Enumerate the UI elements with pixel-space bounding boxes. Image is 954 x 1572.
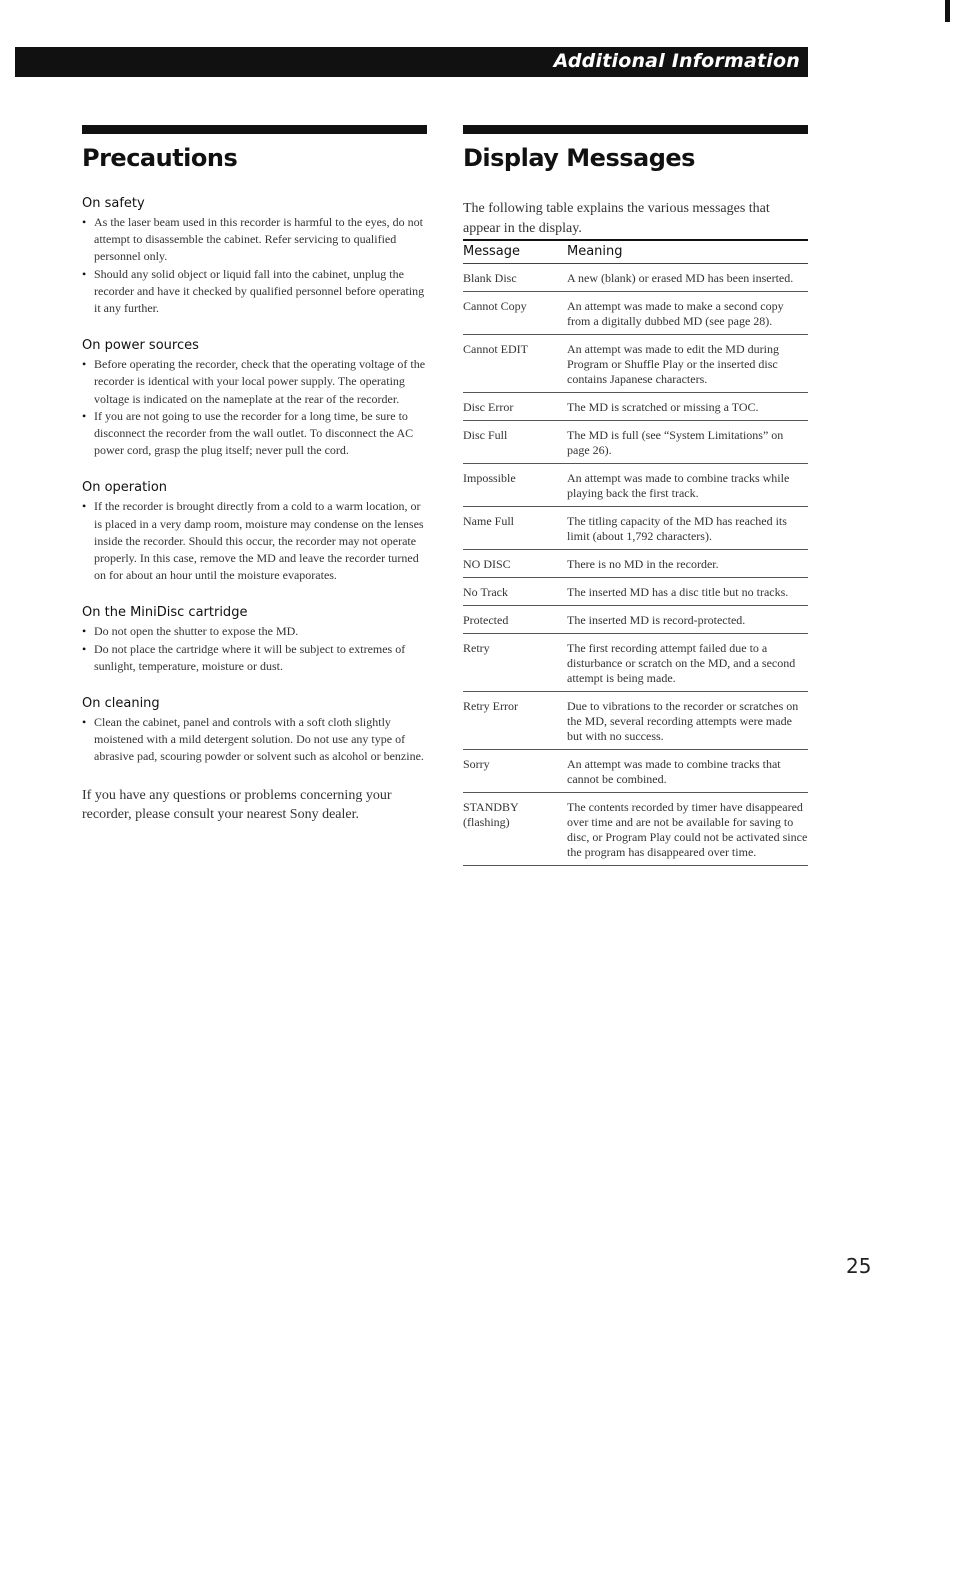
message-cell: Protected — [463, 606, 567, 634]
bullet-item: • Do not place the cartridge where it will be subject to extremes of sunlight, temperature, moisture or dust. — [82, 641, 427, 675]
message-cell: Blank Disc — [463, 264, 567, 292]
table-row — [463, 507, 808, 550]
bullet-list — [82, 623, 427, 675]
display-messages-rule — [463, 125, 808, 134]
meaning-cell: An attempt was made to edit the MD during Program or Shuffle Play or the inserted disc contains Japanese characters. — [567, 335, 808, 393]
message-cell: NO DISC — [463, 550, 567, 578]
message-cell: STANDBY (flashing) — [463, 793, 567, 866]
message-cell: Retry Error — [463, 692, 567, 750]
table-row — [463, 578, 808, 606]
section-title: On power sources — [82, 338, 199, 354]
bullet-list — [82, 356, 427, 459]
bullet-item: • Do not open the shutter to expose the MD. — [82, 623, 427, 640]
meaning-cell: There is no MD in the recorder. — [567, 550, 808, 578]
table-row — [463, 264, 808, 292]
section-title: On the MiniDisc cartridge — [82, 605, 248, 621]
bullet-item: • Before operating the recorder, check that the operating voltage of the recorder is identical with your local power supply. The operating voltage is indicated on the nameplate at the rear of the recorder. — [82, 356, 427, 408]
section-header-bar — [15, 47, 808, 77]
section-on-minidisc-cartridge — [82, 605, 427, 675]
message-cell: Cannot Copy — [463, 292, 567, 335]
table-row — [463, 292, 808, 335]
meaning-cell: Due to vibrations to the recorder or scratches on the MD, several recording attempts were made but with no success. — [567, 692, 808, 750]
table-row — [463, 421, 808, 464]
table-row — [463, 393, 808, 421]
meaning-cell: The inserted MD has a disc title but no tracks. — [567, 578, 808, 606]
bullet-list — [82, 498, 427, 584]
table-row — [463, 335, 808, 393]
bullet-item: • If you are not going to use the recorder for a long time, be sure to disconnect the recorder from the wall outlet. To disconnect the AC power cord, grasp the plug itself; never pull the cord. — [82, 408, 427, 460]
section-on-cleaning — [82, 696, 427, 766]
table-row — [463, 793, 808, 866]
message-cell: Retry — [463, 634, 567, 692]
bullet-item: • If the recorder is brought directly from a cold to a warm location, or is placed in a very damp room, moisture may condense on the lenses inside the recorder. Should this occur, the recorder may not operate properly. In this case, remove the MD and leave the recorder turned on for about an hour until the moisture evaporates. — [82, 498, 427, 584]
precautions-column — [82, 125, 427, 824]
page-number: 25 — [846, 1254, 872, 1278]
meaning-cell: The titling capacity of the MD has reached its limit (about 1,792 characters). — [567, 507, 808, 550]
closing-note: If you have any questions or problems concerning your recorder, please consult your nearest Sony dealer. — [82, 787, 392, 822]
meaning-cell: The inserted MD is record-protected. — [567, 606, 808, 634]
section-on-operation — [82, 480, 427, 584]
bullet-list — [82, 714, 427, 766]
section-on-safety — [82, 196, 427, 317]
precautions-rule — [82, 125, 427, 134]
display-messages-intro: The following table explains the various messages that appear in the display. — [463, 201, 770, 236]
message-cell: Disc Full — [463, 421, 567, 464]
precautions-title: Precautions — [82, 144, 238, 172]
page-edge-mark — [945, 0, 950, 22]
section-title: On cleaning — [82, 696, 160, 712]
column-header-message: Message — [463, 240, 567, 264]
table-row — [463, 464, 808, 507]
display-messages-column — [463, 125, 808, 915]
table-row — [463, 606, 808, 634]
meaning-cell: The first recording attempt failed due to a disturbance or scratch on the MD, and a second attempt is being made. — [567, 634, 808, 692]
section-header-title: Additional Information — [553, 50, 800, 72]
message-cell: Sorry — [463, 750, 567, 793]
table-row — [463, 750, 808, 793]
table-row — [463, 550, 808, 578]
meaning-cell: A new (blank) or erased MD has been inserted. — [567, 264, 808, 292]
table-row — [463, 634, 808, 692]
section-title: On operation — [82, 480, 168, 496]
meaning-cell: An attempt was made to combine tracks while playing back the first track. — [567, 464, 808, 507]
table-row — [463, 692, 808, 750]
meaning-cell: An attempt was made to combine tracks that cannot be combined. — [567, 750, 808, 793]
bullet-item: • As the laser beam used in this recorder is harmful to the eyes, do not attempt to disassemble the cabinet. Refer servicing to qualified personnel only. — [82, 214, 427, 266]
messages-table — [463, 239, 808, 866]
meaning-cell: The MD is full (see “System Limitations” on page 26). — [567, 421, 808, 464]
table-header-row — [463, 240, 808, 264]
bullet-list — [82, 214, 427, 317]
meaning-cell: An attempt was made to make a second copy from a digitally dubbed MD (see page 28). — [567, 292, 808, 335]
column-header-meaning: Meaning — [567, 240, 808, 264]
message-cell: Name Full — [463, 507, 567, 550]
message-cell: Disc Error — [463, 393, 567, 421]
message-cell: Impossible — [463, 464, 567, 507]
section-on-power-sources — [82, 338, 427, 459]
bullet-item: • Should any solid object or liquid fall into the cabinet, unplug the recorder and have it checked by qualified personnel before operating it any further. — [82, 266, 427, 318]
meaning-cell: The MD is scratched or missing a TOC. — [567, 393, 808, 421]
bullet-item: • Clean the cabinet, panel and controls with a soft cloth slightly moistened with a mild detergent solution. Do not use any type of abrasive pad, scouring powder or solvent such as alcohol or benzine. — [82, 714, 427, 766]
message-cell: Cannot EDIT — [463, 335, 567, 393]
meaning-cell: The contents recorded by timer have disappeared over time and are not be available for saving to disc, or Program Play could not be activated since the program has disappeared over time. — [567, 793, 808, 866]
display-messages-title: Display Messages — [463, 144, 695, 172]
message-cell: No Track — [463, 578, 567, 606]
section-title: On safety — [82, 196, 145, 211]
